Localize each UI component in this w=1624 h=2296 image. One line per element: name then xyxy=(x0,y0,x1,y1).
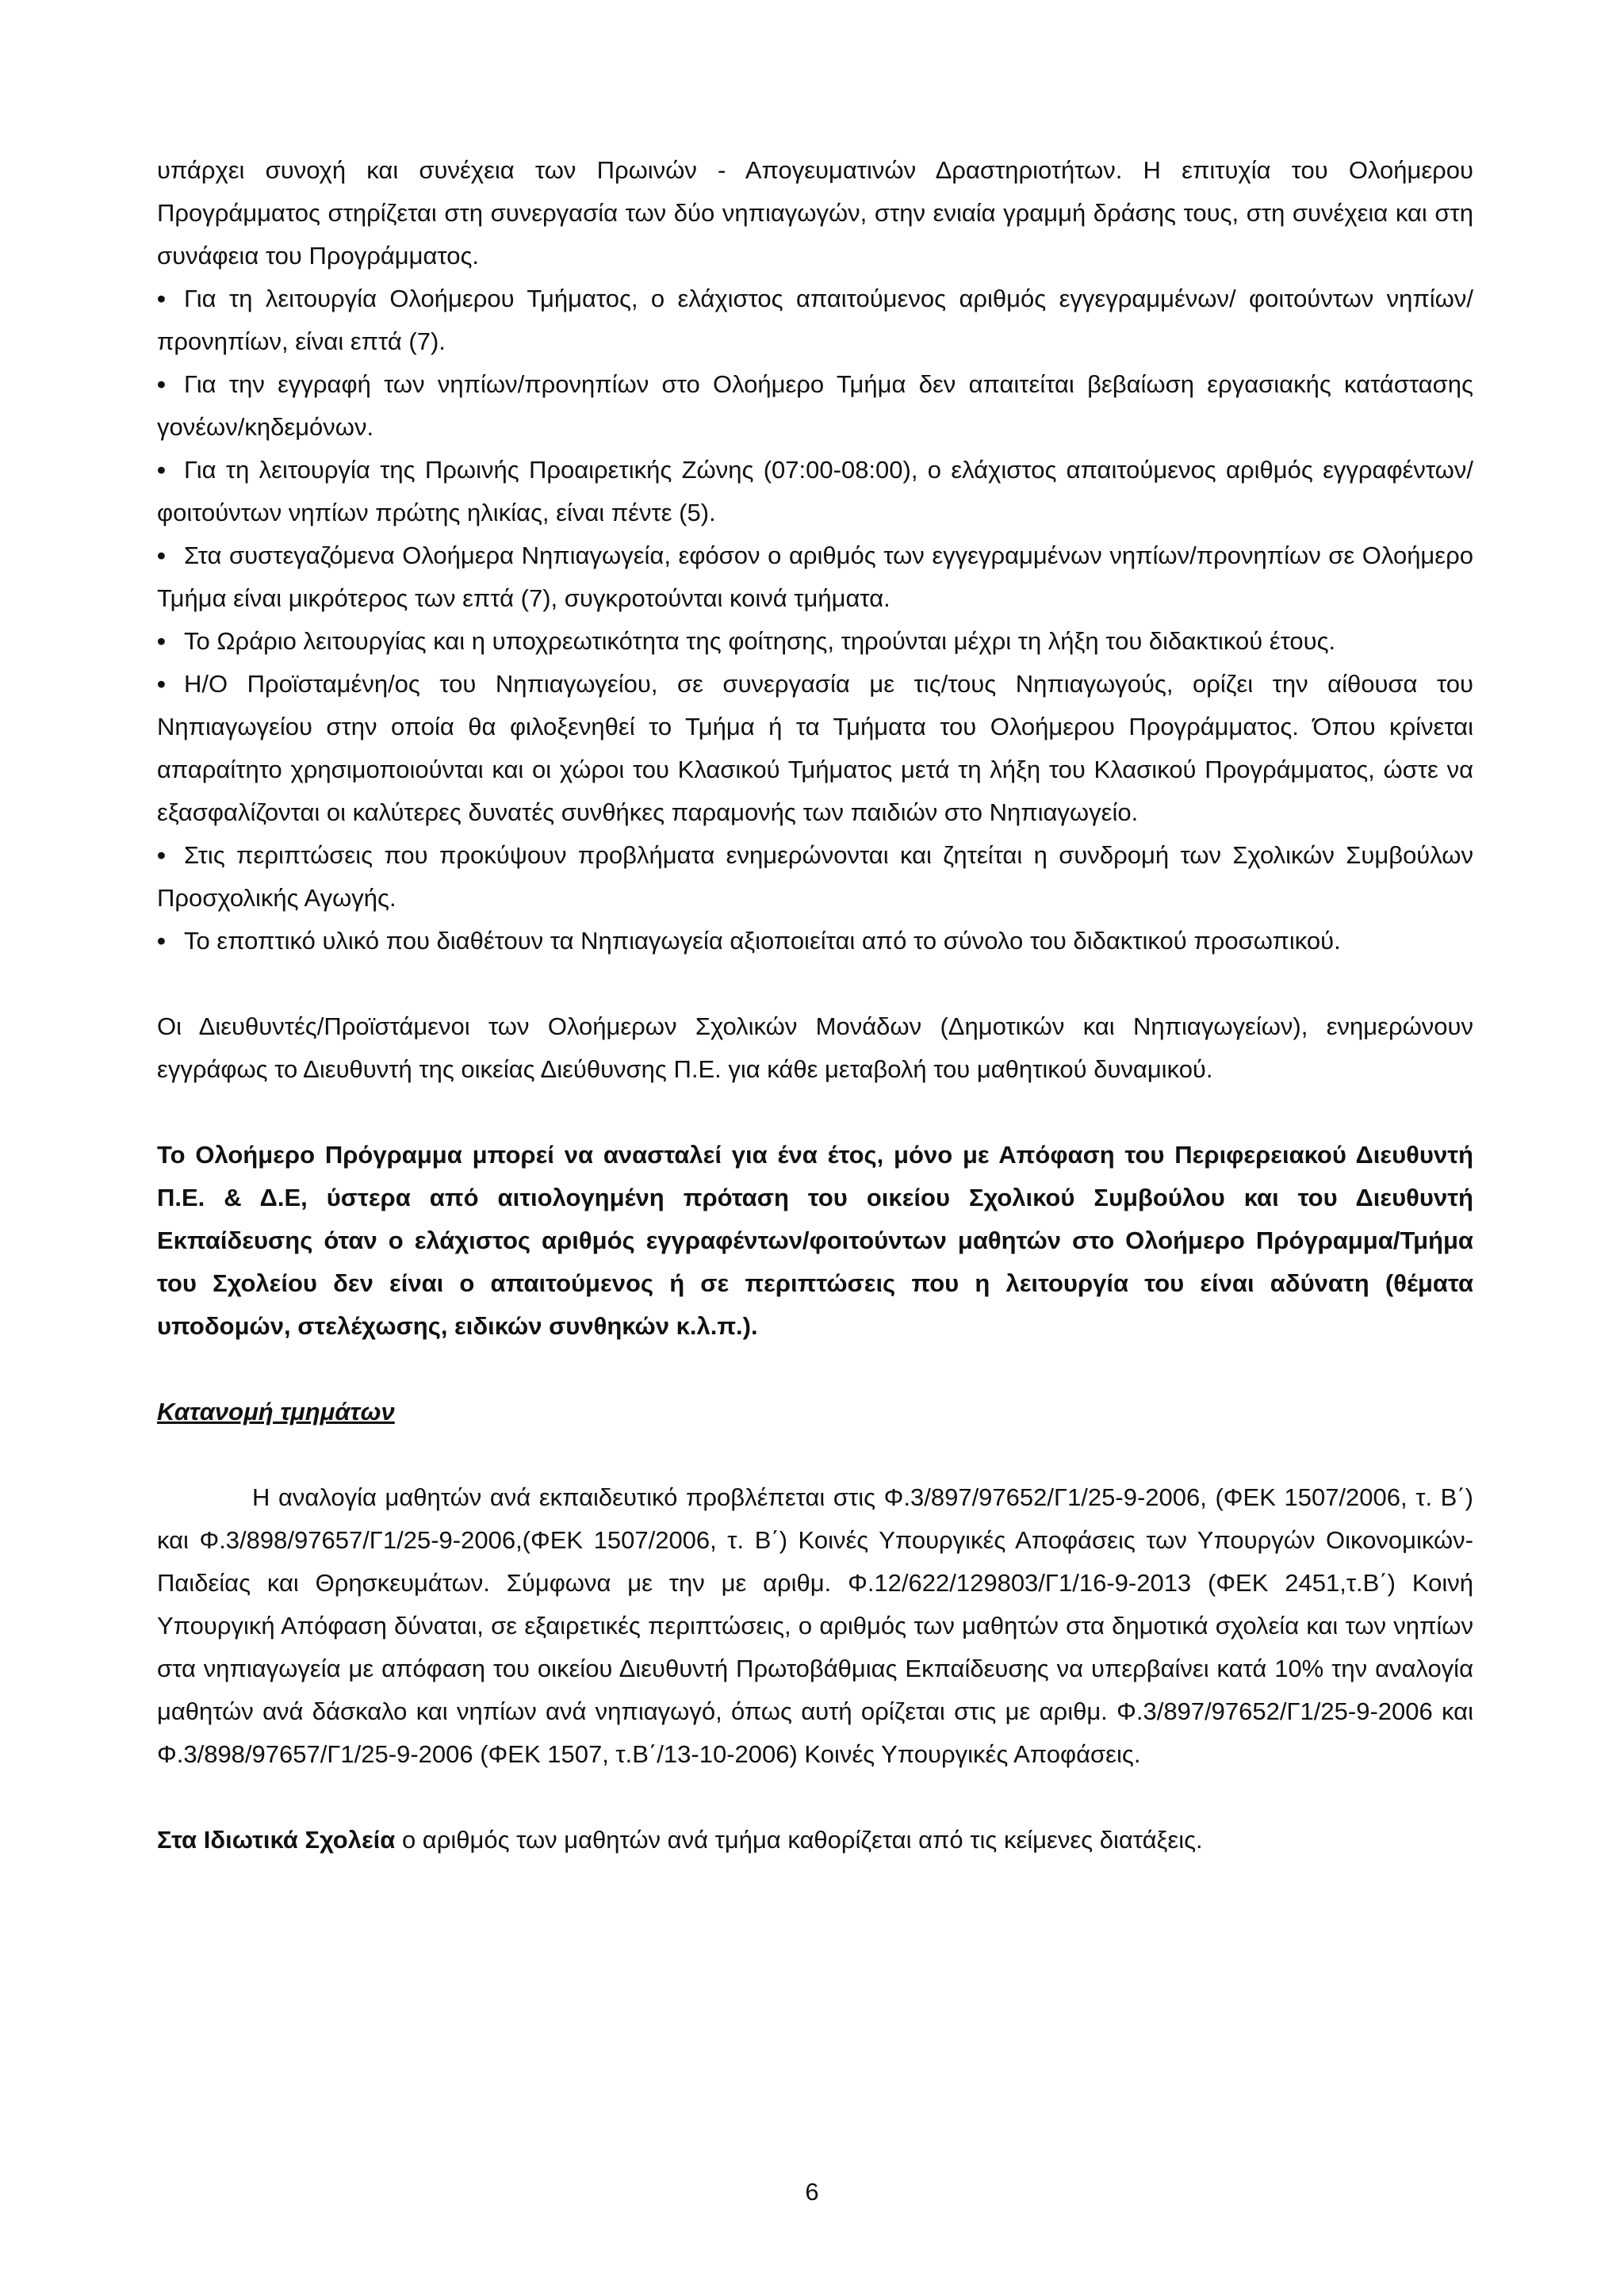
private-schools-paragraph xyxy=(157,1819,1473,1862)
bullet-item xyxy=(157,363,1473,449)
bullet-item xyxy=(157,920,1473,962)
bullet-icon: • xyxy=(157,285,166,312)
bullet-item xyxy=(157,834,1473,920)
spacer xyxy=(157,962,1473,1005)
bullet-text: Για την εγγραφή των νηπίων/προνηπίων στο Ολοήμερο Τμήμα δεν απαιτείται βεβαίωση εργασιακής κατάστασης γονέων/κηδεμόνων. xyxy=(157,370,1473,441)
bullet-text: Στις περιπτώσεις που προκύψουν προβλήματα ενημερώνονται και ζητείται η συνδρομή των Σχολικών Συμβούλων Προσχολικής Αγωγής. xyxy=(157,841,1473,912)
bullet-item xyxy=(157,449,1473,534)
spacer xyxy=(157,1776,1473,1819)
suspension-paragraph: Το Ολοήμερο Πρόγραμμα μπορεί να ανασταλεί για ένα έτος, μόνο με Απόφαση του Περιφερειακού Διευθυντή Π.Ε. & Δ.Ε, ύστερα από αιτιολογημένη πρόταση του οικείου Σχολικού Συμβούλου και του Διευθυντή Εκπαίδευσης όταν ο ελάχιστος αριθμός εγγραφέντων/φοιτούντων μαθητών στο Ολοήμερο Πρόγραμμα/Τμήμα του Σχολείου δεν είναι ο απαιτούμενος ή σε περιπτώσεις που η λειτουργία του είναι αδύνατη (θέματα υποδομών, στελέχωσης, ειδικών συνθηκών κ.λ.π.). xyxy=(157,1141,1473,1340)
bullet-item xyxy=(157,534,1473,620)
private-schools-text: ο αριθμός των μαθητών ανά τμήμα καθορίζεται από τις κείμενες διατάξεις. xyxy=(395,1826,1203,1854)
bullet-text: Το εποπτικό υλικό που διαθέτουν τα Νηπιαγωγεία αξιοποιείται από το σύνολο του διδακτικού προσωπικού. xyxy=(184,927,1341,955)
section-heading-row xyxy=(157,1391,1473,1433)
bullet-text: Το Ωράριο λειτουργίας και η υποχρεωτικότητα της φοίτησης, τηρούνται μέχρι τη λήξη του διδακτικού έτους. xyxy=(184,627,1336,655)
bullet-icon: • xyxy=(157,841,166,869)
bullet-text: Στα συστεγαζόμενα Ολοήμερα Νηπιαγωγεία, εφόσον ο αριθμός των εγγεγραμμένων νηπίων/προνηπίων σε Ολοήμερο Τμήμα είναι μικρότερος των επτά (7), συγκροτούνται κοινά τμήματα. xyxy=(157,541,1473,612)
bullet-icon: • xyxy=(157,927,166,955)
bullet-item xyxy=(157,277,1473,363)
spacer xyxy=(157,1433,1473,1476)
ratio-paragraph: Η αναλογία μαθητών ανά εκπαιδευτικό προβλέπεται στις Φ.3/897/97652/Γ1/25-9-2006, (ΦΕΚ 1507/2006, τ. Β΄) και Φ.3/898/97657/Γ1/25-9-2006,(ΦΕΚ 1507/2006, τ. Β΄) Κοινές Υπουργικές Αποφάσεις των Υπουργών Οικονομικών-Παιδείας και Θρησκευμάτων. Σύμφωνα με την με αριθμ. Φ.12/622/129803/Γ1/16-9-2013 (ΦΕΚ 2451,τ.Β΄) Κοινή Υπουργική Απόφαση δύναται, σε εξαιρετικές περιπτώσεις, ο αριθμός των μαθητών στα δημοτικά σχολεία και των νηπίων στα νηπιαγωγεία με απόφαση του οικείου Διευθυντή Πρωτοβάθμιας Εκπαίδευσης να υπερβαίνει κατά 10% την αναλογία μαθητών ανά δάσκαλο και νηπίων ανά νηπιαγωγό, όπως αυτή ορίζεται στις με αριθμ. Φ.3/897/97652/Γ1/25-9-2006 και Φ.3/898/97657/Γ1/25-9-2006 (ΦΕΚ 1507, τ.Β΄/13-10-2006) Κοινές Υπουργικές Αποφάσεις. xyxy=(157,1483,1473,1768)
bullet-icon: • xyxy=(157,541,166,569)
bullet-item xyxy=(157,663,1473,834)
bullet-icon: • xyxy=(157,627,166,655)
section-heading: Κατανομή τμημάτων xyxy=(157,1398,395,1425)
bullet-item xyxy=(157,620,1473,663)
bullet-icon: • xyxy=(157,370,166,398)
bullet-icon: • xyxy=(157,670,166,698)
spacer xyxy=(157,1091,1473,1134)
spacer xyxy=(157,1348,1473,1391)
bullet-text: Για τη λειτουργία Ολοήμερου Τμήματος, ο ελάχιστος απαιτούμενος αριθμός εγγεγραμμένων/ φοιτούντων νηπίων/ προνηπίων, είναι επτά (7). xyxy=(157,285,1473,355)
document-body xyxy=(157,149,1473,1862)
directors-paragraph: Οι Διευθυντές/Προϊστάμενοι των Ολοήμερων Σχολικών Μονάδων (Δημοτικών και Νηπιαγωγείων), ενημερώνουν εγγράφως το Διευθυντή της οικείας Διεύθυνσης Π.Ε. για κάθε μεταβολή του μαθητικού δυναμικού. xyxy=(157,1012,1473,1083)
bullet-icon: • xyxy=(157,456,166,484)
bullet-text: Για τη λειτουργία της Πρωινής Προαιρετικής Ζώνης (07:00-08:00), ο ελάχιστος απαιτούμενος αριθμός εγγραφέντων/φοιτούντων νηπίων πρώτης ηλικίας, είναι πέντε (5). xyxy=(157,456,1473,526)
intro-paragraph: υπάρχει συνοχή και συνέχεια των Πρωινών - Απογευματινών Δραστηριοτήτων. Η επιτυχία του Ολοήμερου Προγράμματος στηρίζεται στη συνεργασία των δύο νηπιαγωγών, στην ενιαία γραμμή δράσης τους, στη συνέχεια και στη συνάφεια του Προγράμματος. xyxy=(157,156,1473,270)
bullet-text: Η/Ο Προϊσταμένη/ος του Νηπιαγωγείου, σε συνεργασία με τις/τους Νηπιαγωγούς, ορίζει την αίθουσα του Νηπιαγωγείου στην οποία θα φιλοξενηθεί το Τμήμα ή τα Τμήματα του Ολοήμερου Προγράμματος. Όπου κρίνεται απαραίτητο χρησιμοποιούνται και οι χώροι του Κλασικού Τμήματος μετά τη λήξη του Κλασικού Προγράμματος, ώστε να εξασφαλίζονται οι καλύτερες δυνατές συνθήκες παραμονής των παιδιών στο Νηπιαγωγείο. xyxy=(157,670,1473,826)
page-number: 6 xyxy=(805,2178,819,2206)
private-schools-label: Στα Ιδιωτικά Σχολεία xyxy=(157,1826,396,1854)
